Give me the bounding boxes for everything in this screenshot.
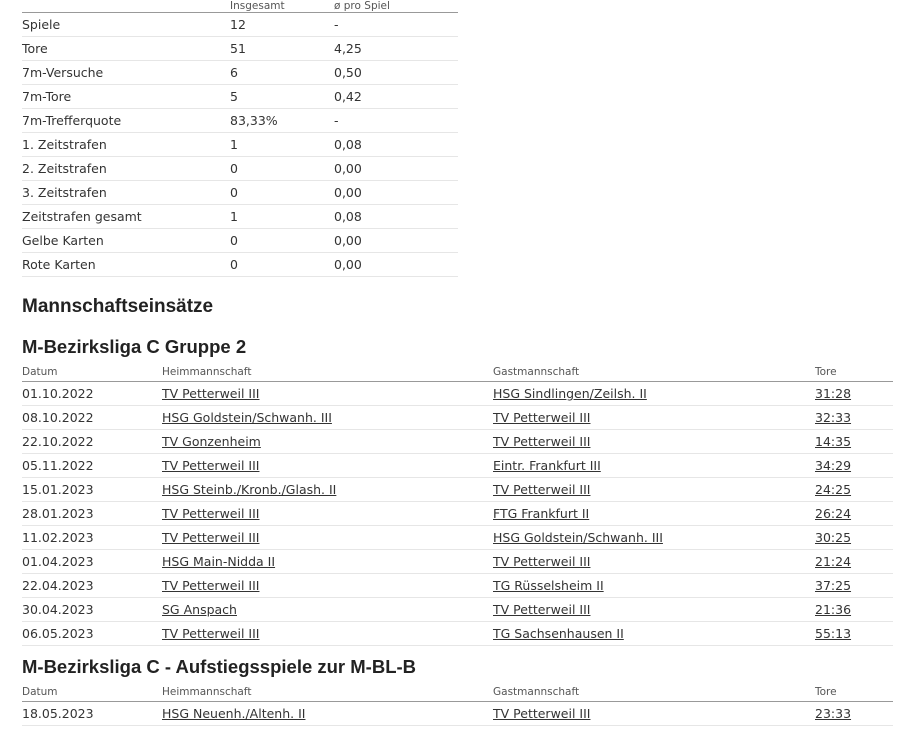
- score-link[interactable]: 34:29: [815, 458, 852, 473]
- header-away-team: Gastmannschaft: [493, 682, 815, 702]
- stat-label: Tore: [22, 37, 230, 61]
- away-team-link[interactable]: TV Petterweil III: [493, 482, 591, 497]
- score-link[interactable]: 37:25: [815, 578, 852, 593]
- stat-total: 51: [230, 37, 334, 61]
- stat-total: 83,33%: [230, 109, 334, 133]
- game-row: [22, 478, 893, 502]
- game-row: [22, 382, 893, 406]
- stat-total: 0: [230, 157, 334, 181]
- stats-row: [22, 13, 458, 37]
- game-row: [22, 502, 893, 526]
- score-link[interactable]: 14:35: [815, 434, 852, 449]
- stat-label: Gelbe Karten: [22, 229, 230, 253]
- stat-average: 0,00: [334, 157, 458, 181]
- home-team-link[interactable]: TV Gonzenheim: [162, 434, 261, 449]
- league-title: M-Bezirksliga C Gruppe 2: [22, 336, 247, 357]
- stat-label: 2. Zeitstrafen: [22, 157, 230, 181]
- game-date: 28.01.2023: [22, 502, 162, 526]
- score-link[interactable]: 55:13: [815, 626, 852, 641]
- stats-row: [22, 253, 458, 277]
- away-team-link[interactable]: FTG Frankfurt II: [493, 506, 590, 521]
- score-link[interactable]: 32:33: [815, 410, 852, 425]
- away-team-link[interactable]: TV Petterweil III: [493, 602, 591, 617]
- stat-total: 1: [230, 205, 334, 229]
- stat-average: 0,08: [334, 205, 458, 229]
- games-header-row: [22, 682, 893, 702]
- stat-average: 0,00: [334, 253, 458, 277]
- header-score: Tore: [815, 362, 893, 382]
- game-date: 18.05.2023: [22, 702, 162, 726]
- stats-row: [22, 61, 458, 85]
- game-row: [22, 622, 893, 646]
- stat-label: 1. Zeitstrafen: [22, 133, 230, 157]
- stat-average: 0,00: [334, 229, 458, 253]
- score-link[interactable]: 31:28: [815, 386, 852, 401]
- stat-label: 3. Zeitstrafen: [22, 181, 230, 205]
- home-team-link[interactable]: TV Petterweil III: [162, 458, 260, 473]
- stat-average: 0,08: [334, 133, 458, 157]
- stats-row: [22, 181, 458, 205]
- game-row: [22, 430, 893, 454]
- stats-row: [22, 109, 458, 133]
- header-date: Datum: [22, 682, 162, 702]
- stats-row: [22, 133, 458, 157]
- section-title: Mannschaftseinsätze: [22, 296, 214, 317]
- home-team-link[interactable]: HSG Main-Nidda II: [162, 554, 276, 569]
- stat-total: 0: [230, 253, 334, 277]
- stat-total: 0: [230, 181, 334, 205]
- game-row: [22, 702, 893, 726]
- score-link[interactable]: 23:33: [815, 706, 852, 721]
- stats-header-row: [22, 0, 458, 13]
- score-link[interactable]: 30:25: [815, 530, 852, 545]
- games-table: [22, 682, 893, 726]
- stats-row: [22, 205, 458, 229]
- stats-header-total: Insgesamt: [230, 0, 334, 13]
- home-team-link[interactable]: HSG Steinb./Kronb./Glash. II: [162, 482, 337, 497]
- stat-label: 7m-Tore: [22, 85, 230, 109]
- header-score: Tore: [815, 682, 893, 702]
- stat-label: Spiele: [22, 13, 230, 37]
- stat-label: Rote Karten: [22, 253, 230, 277]
- home-team-link[interactable]: HSG Goldstein/Schwanh. III: [162, 410, 332, 425]
- home-team-link[interactable]: HSG Neuenh./Altenh. II: [162, 706, 306, 721]
- score-link[interactable]: 26:24: [815, 506, 852, 521]
- stat-average: 0,42: [334, 85, 458, 109]
- header-home-team: Heimmannschaft: [162, 362, 493, 382]
- stat-average: -: [334, 109, 458, 133]
- away-team-link[interactable]: TV Petterweil III: [493, 410, 591, 425]
- score-link[interactable]: 21:36: [815, 602, 852, 617]
- game-date: 05.11.2022: [22, 454, 162, 478]
- score-link[interactable]: 24:25: [815, 482, 852, 497]
- header-date: Datum: [22, 362, 162, 382]
- score-link[interactable]: 21:24: [815, 554, 852, 569]
- header-away-team: Gastmannschaft: [493, 362, 815, 382]
- game-row: [22, 598, 893, 622]
- stat-label: Zeitstrafen gesamt: [22, 205, 230, 229]
- stats-row: [22, 157, 458, 181]
- game-date: 15.01.2023: [22, 478, 162, 502]
- league-title: M-Bezirksliga C - Aufstiegsspiele zur M-BL-B: [22, 656, 417, 677]
- games-header-row: [22, 362, 893, 382]
- stats-row: [22, 229, 458, 253]
- home-team-link[interactable]: TV Petterweil III: [162, 386, 260, 401]
- stats-row: [22, 85, 458, 109]
- game-date: 01.04.2023: [22, 550, 162, 574]
- away-team-link[interactable]: HSG Goldstein/Schwanh. III: [493, 530, 663, 545]
- games-table: [22, 362, 893, 646]
- game-date: 22.04.2023: [22, 574, 162, 598]
- game-date: 22.10.2022: [22, 430, 162, 454]
- stat-total: 12: [230, 13, 334, 37]
- away-team-link[interactable]: Eintr. Frankfurt III: [493, 458, 601, 473]
- away-team-link[interactable]: TG Rüsselsheim II: [493, 578, 604, 593]
- stat-average: 4,25: [334, 37, 458, 61]
- stats-row: [22, 37, 458, 61]
- header-home-team: Heimmannschaft: [162, 682, 493, 702]
- game-date: 01.10.2022: [22, 382, 162, 406]
- stat-average: -: [334, 13, 458, 37]
- stat-average: 0,50: [334, 61, 458, 85]
- home-team-link[interactable]: TV Petterweil III: [162, 530, 260, 545]
- stats-header-average: ø pro Spiel: [334, 0, 458, 13]
- stat-total: 5: [230, 85, 334, 109]
- player-stats-table: [22, 0, 458, 277]
- game-date: 11.02.2023: [22, 526, 162, 550]
- home-team-link[interactable]: TV Petterweil III: [162, 506, 260, 521]
- stat-total: 1: [230, 133, 334, 157]
- away-team-link[interactable]: TV Petterweil III: [493, 554, 591, 569]
- game-date: 06.05.2023: [22, 622, 162, 646]
- home-team-link[interactable]: SG Anspach: [162, 602, 237, 617]
- home-team-link[interactable]: TV Petterweil III: [162, 626, 260, 641]
- game-row: [22, 550, 893, 574]
- game-row: [22, 406, 893, 430]
- stat-label: 7m-Trefferquote: [22, 109, 230, 133]
- game-row: [22, 454, 893, 478]
- game-row: [22, 526, 893, 550]
- stat-total: 0: [230, 229, 334, 253]
- home-team-link[interactable]: TV Petterweil III: [162, 578, 260, 593]
- game-date: 30.04.2023: [22, 598, 162, 622]
- stat-average: 0,00: [334, 181, 458, 205]
- game-row: [22, 574, 893, 598]
- away-team-link[interactable]: TV Petterweil III: [493, 434, 591, 449]
- stats-header-label: [22, 0, 230, 13]
- away-team-link[interactable]: TG Sachsenhausen II: [493, 626, 624, 641]
- stat-label: 7m-Versuche: [22, 61, 230, 85]
- away-team-link[interactable]: HSG Sindlingen/Zeilsh. II: [493, 386, 647, 401]
- stat-total: 6: [230, 61, 334, 85]
- away-team-link[interactable]: TV Petterweil III: [493, 706, 591, 721]
- game-date: 08.10.2022: [22, 406, 162, 430]
